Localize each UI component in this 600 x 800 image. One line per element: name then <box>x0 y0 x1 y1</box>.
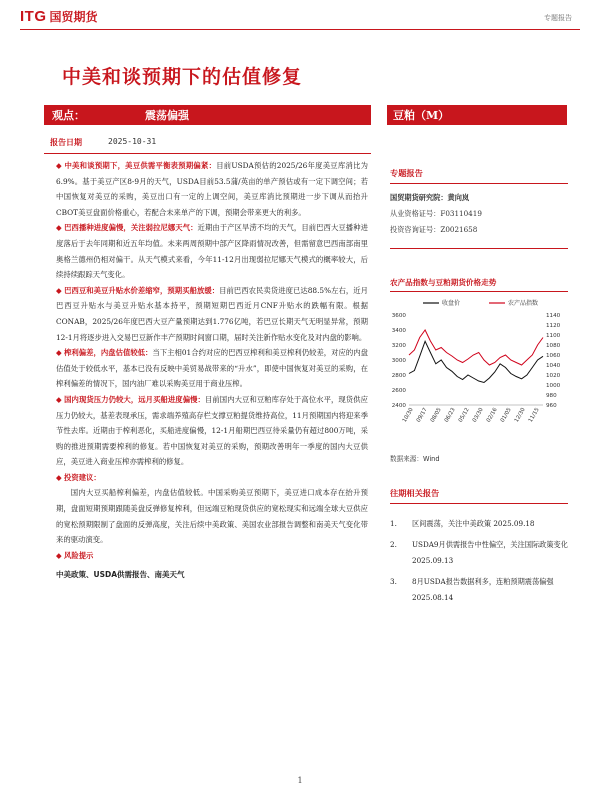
viewpoint-value: 震荡偏强 <box>145 109 189 122</box>
y-left-tick-label: 3000 <box>391 358 406 364</box>
x-tick-label: 11/15 <box>527 407 541 424</box>
y-right-tick-label: 960 <box>546 403 557 409</box>
bullet-icon: ◆ <box>56 161 62 170</box>
paragraph-text: 目前国内大豆和豆粕库存处于高位水平，现货供应压力仍较大，基差表现承压，需求端养殖高存栏支撑豆粕提货维持高位，11月预期国内将迎来季节性去库。近期由于榨利恶化，买船进度偏慢，12-1月船期巴西豆待采量仍有超过800万吨，采购的推进预期需要榨利的修复。若中国恢复对美豆的采购，预期改善明年一季度的国内大豆供应，美豆进入商业压榨亦需榨利的修复。 <box>56 394 368 467</box>
paragraph-7-heading <box>56 548 368 564</box>
report-text[interactable]: 8月USDA报告数据利多，连粕预期震荡偏强 2025.08.14 <box>412 577 554 602</box>
header-divider <box>20 29 580 30</box>
risk-keywords: 中美政策、USDA供需报告、南美天气 <box>56 570 185 580</box>
paragraph-heading: 榨利偏差，内盘估值较低： <box>64 348 153 358</box>
institute-label: 国贸期货研究院： <box>390 193 448 202</box>
paragraph-text: 目前USDA预估的2025/26年度美豆库消比为6.9%。基于美豆产区8-9月的天气，USDA目前53.5蒲/英亩的单产预估或有一定下调空间；若中国恢复对美豆的采购，美豆出口有一定的上调空间，美豆库消比预期进一步下调从而抬升CBOT美豆盘面价格重心，若配合未来单产的下调，预期会带来更大的利多。 <box>56 161 368 217</box>
viewpoint-label: 观点： <box>52 109 85 122</box>
report-body <box>56 158 368 583</box>
x-tick-label: 08/05 <box>429 407 443 424</box>
y-left-tick-label: 3200 <box>391 343 406 349</box>
chart-title: 农产品指数与豆粕期货价格走势 <box>390 278 497 287</box>
paragraph-heading: 中美和谈预期下，美豆供需平衡表预期偏紧： <box>64 161 217 170</box>
report-text[interactable]: USDA9月供需报告中性偏空，关注国际政策变化 2025.09.13 <box>412 540 568 565</box>
invest-number: Z0021658 <box>440 225 478 234</box>
license-row <box>390 206 568 222</box>
chart-title-block <box>390 277 568 292</box>
reports-divider <box>390 503 568 504</box>
y-left-tick-label: 2600 <box>391 388 406 394</box>
y-right-tick-label: 1000 <box>546 383 561 389</box>
logo-cn: 国贸期货 <box>49 10 98 24</box>
price-chart <box>383 293 573 443</box>
header-category: 专题报告 <box>544 14 572 22</box>
analyst-divider <box>390 183 568 184</box>
reports-section-title: 往期相关报告 <box>390 488 440 498</box>
report-item[interactable] <box>390 574 568 606</box>
bullet-icon: ◆ <box>56 223 62 233</box>
logo-itg: ITG <box>20 8 47 25</box>
bullet-icon: ◆ <box>56 394 62 404</box>
viewpoint-bar <box>44 105 371 125</box>
analyst-name: 黄向岚 <box>447 193 470 202</box>
y-left-tick-label: 3400 <box>391 328 406 334</box>
y-right-tick-label: 1040 <box>546 363 561 369</box>
paragraph-2 <box>56 220 368 282</box>
bullet-icon: ◆ <box>56 285 62 295</box>
report-list <box>390 516 568 606</box>
legend-label-close: 收盘价 <box>442 300 461 307</box>
x-tick-label: 01/05 <box>499 407 513 424</box>
analyst-row <box>390 190 568 206</box>
series-line-close <box>409 341 543 382</box>
x-tick-label: 06/23 <box>443 407 457 424</box>
x-tick-label: 10/30 <box>401 407 415 424</box>
paragraph-text: 当下主相01合约对应的巴西豆榨利和美豆榨利仍较差，对应的内盘估值处于较低水平，基本已没有反映中美贸易战带来的“升水”，即使中国恢复对美豆的采购，在榨利偏差的情况下，国内油厂难以采购美豆用于商业压榨。 <box>56 348 368 389</box>
chart-svg <box>383 293 573 443</box>
y-right-tick-label: 1080 <box>546 343 561 349</box>
y-right-tick-label: 1120 <box>546 323 561 329</box>
report-item[interactable] <box>390 537 568 569</box>
analyst-bottom-divider <box>390 248 568 249</box>
report-date-row <box>50 137 156 148</box>
chart-title-divider <box>390 291 568 292</box>
license-label: 从业资格证号： <box>390 209 441 218</box>
x-tick-label: 02/16 <box>485 407 499 424</box>
y-right-tick-label: 1020 <box>546 373 561 379</box>
paragraph-heading: 巴西播种进度偏慢，关注弱拉尼娜天气： <box>64 223 198 233</box>
paragraph-4 <box>56 345 368 392</box>
legend-label-index: 农产品指数 <box>508 300 539 307</box>
y-right-tick-label: 1140 <box>546 313 561 319</box>
bullet-icon: ◆ <box>56 550 62 560</box>
report-date-label: 报告日期 <box>50 137 82 147</box>
paragraph-6-text: 国内大豆买船榨利偏差，内盘估值较低。中国采购美豆预期下，美豆进口成本存在抬升预期，盘面短期预期跟随美盘反弹修复榨利，但远端豆粕现货供应的宽松现实和远端全球大豆供应的宽松预期限制了盘面的反弹高度，关注后续中美政策、美国农业部报告调整和南美天气变化带来的驱动演变。 <box>56 488 368 545</box>
page-number: 1 <box>297 776 303 785</box>
product-bar: 豆粕（M） <box>387 105 567 125</box>
company-logo <box>20 8 98 25</box>
paragraph-heading: 投资建议： <box>64 472 101 482</box>
paragraph-heading: 国内现货压力仍较大，远月买船进度偏慢： <box>64 394 205 404</box>
y-right-tick-label: 980 <box>546 393 557 399</box>
paragraph-1 <box>56 158 368 220</box>
paragraph-heading: 风险提示 <box>64 550 94 560</box>
paragraph-text: 近期由于产区旱涝不均的天气，目前巴西大豆播种进度落后于去年同期和近五年均值。未来两周预期中部产区降雨情况改善，但需留意巴西南部南里奥格兰德州仍相对偏干。从天气模式来看，今年11-12月出现弱拉尼娜天气模式的概率较大，后续持续跟踪天气变化。 <box>56 223 368 280</box>
analyst-section-title: 专题报告 <box>390 168 423 178</box>
chart-source: 数据来源：Wind <box>390 455 440 463</box>
report-text[interactable]: 区间震荡，关注中美政策 2025.09.18 <box>412 519 535 528</box>
report-item[interactable] <box>390 516 568 532</box>
report-date-value: 2025-10-31 <box>108 137 157 146</box>
y-left-tick-label: 2400 <box>391 403 406 409</box>
paragraph-text: 目前巴西农民卖货进度已达88.5%左右，近月巴西豆升贴水与美豆升贴水基本持平，预期短期巴西近月CNF升贴水的跌幅有限。根据CONAB，2025/26年度巴西大豆产量预期达到1.776亿吨，若巴豆长期天气无明显异常，预期12-1月将逐步进入交易巴豆新作丰产预期时间窗口期，届时关注新作贴水变化及对内盘的影响。 <box>56 285 368 342</box>
report-number: 1. <box>390 519 397 528</box>
bullet-icon: ◆ <box>56 472 62 482</box>
report-number: 2. <box>390 540 397 549</box>
x-tick-label: 05/12 <box>457 407 471 424</box>
x-tick-label: 12/30 <box>513 407 527 424</box>
date-divider <box>44 153 371 154</box>
y-left-tick-label: 3600 <box>391 313 406 319</box>
series-line-index <box>409 330 543 365</box>
license-number: F03110419 <box>440 209 482 218</box>
invest-label: 投资咨询证号： <box>390 225 441 234</box>
y-right-tick-label: 1100 <box>546 333 561 339</box>
analyst-panel <box>390 168 568 249</box>
invest-row <box>390 222 568 238</box>
related-reports <box>390 488 568 611</box>
y-left-tick-label: 2800 <box>391 373 406 379</box>
x-tick-label: 09/17 <box>415 407 429 424</box>
y-right-tick-label: 1060 <box>546 353 561 359</box>
paragraph-5 <box>56 392 368 470</box>
paragraph-3 <box>56 283 368 345</box>
paragraph-6-heading <box>56 470 368 486</box>
bullet-icon: ◆ <box>56 348 62 358</box>
paragraph-heading: 巴西豆和美豆升贴水价差缩窄，预期买船放缓： <box>64 285 220 295</box>
report-number: 3. <box>390 577 397 586</box>
page-title: 中美和谈预期下的估值修复 <box>62 66 303 88</box>
x-tick-label: 03/30 <box>471 407 485 424</box>
